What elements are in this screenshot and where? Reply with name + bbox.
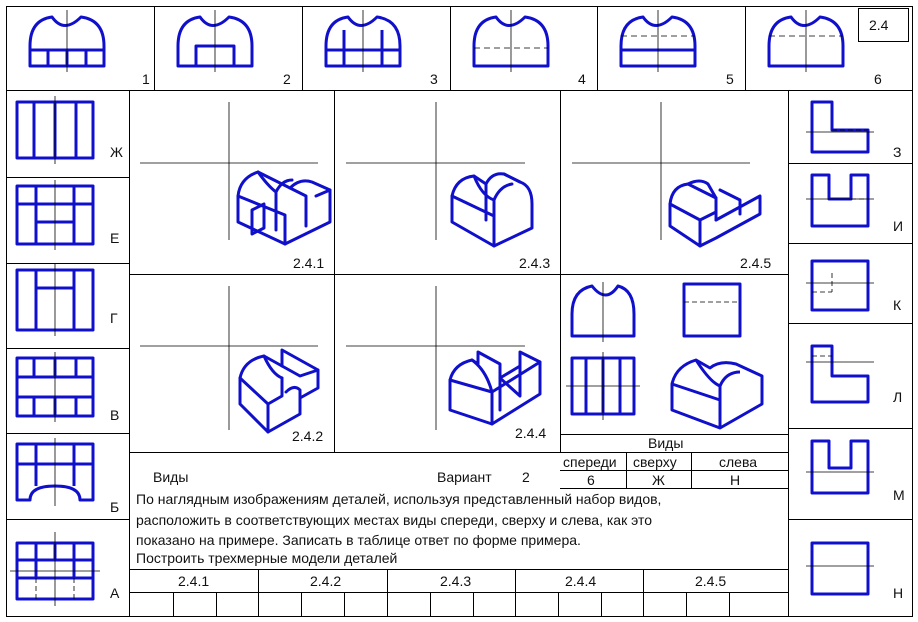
top-view-label: 6	[874, 71, 882, 87]
variant-label: Вариант	[437, 469, 492, 485]
example-header: спереди	[563, 454, 617, 470]
model-label: 2.4.1	[293, 255, 325, 271]
right-view-label: К	[893, 297, 902, 313]
left-view-label: Ж	[110, 144, 123, 160]
view-l	[812, 346, 868, 402]
answer-header: 2.4.5	[695, 573, 727, 589]
top-view-label: 4	[578, 71, 586, 87]
example-left-view	[684, 284, 740, 336]
example-value: Н	[730, 472, 741, 488]
model-label: 2.4.3	[519, 255, 551, 271]
top-view-label: 3	[430, 71, 438, 87]
model-label: 2.4.4	[515, 425, 547, 441]
example-header: сверху	[633, 454, 677, 470]
model-2-4-4	[450, 352, 540, 424]
right-view-label: З	[893, 144, 902, 160]
example-model	[672, 360, 762, 428]
right-view-label: М	[893, 487, 905, 503]
task-line: По наглядным изображениям деталей, используя представленный набор видов,	[136, 491, 662, 507]
model-2-4-5	[670, 181, 760, 246]
model-label: 2.4.5	[740, 255, 772, 271]
top-view-label: 5	[726, 71, 734, 87]
right-view-label: Н	[893, 585, 904, 601]
model-2-4-3	[452, 174, 532, 246]
example-value: 6	[587, 472, 595, 488]
views-label: Виды	[153, 469, 189, 485]
right-view-label: Л	[893, 389, 903, 405]
task-line: показано на примере. Записать в таблице ответ по форме примера.	[136, 532, 581, 548]
sheet-label: 2.4	[869, 17, 889, 33]
top-view-label: 1	[142, 71, 150, 87]
example-value: Ж	[652, 472, 665, 488]
left-view-label: Е	[110, 230, 120, 246]
left-view-label: В	[110, 407, 120, 423]
answer-header: 2.4.3	[440, 573, 472, 589]
view-n	[812, 543, 868, 594]
view-m	[812, 441, 868, 493]
variant-value: 2	[522, 469, 530, 485]
view-i	[812, 175, 868, 226]
answer-header: 2.4.1	[178, 573, 210, 589]
left-view-label: Г	[110, 310, 118, 326]
model-2-4-2	[240, 350, 318, 432]
task-line: расположить в соответствующих местах виды спереди, сверху и слева, как это	[136, 512, 652, 528]
left-view-label: Б	[110, 499, 120, 515]
right-view-label: И	[893, 218, 904, 234]
answer-header: 2.4.2	[310, 573, 342, 589]
example-title: Виды	[648, 435, 684, 451]
view-z	[812, 102, 868, 152]
example-header: слева	[719, 454, 758, 470]
model-label: 2.4.2	[292, 428, 324, 444]
model-2-4-1	[238, 172, 330, 244]
top-view-label: 2	[283, 71, 291, 87]
answer-header: 2.4.4	[565, 573, 597, 589]
view-k	[812, 261, 868, 310]
left-view-label: А	[110, 585, 120, 601]
task-line: Построить трехмерные модели деталей	[136, 550, 398, 566]
